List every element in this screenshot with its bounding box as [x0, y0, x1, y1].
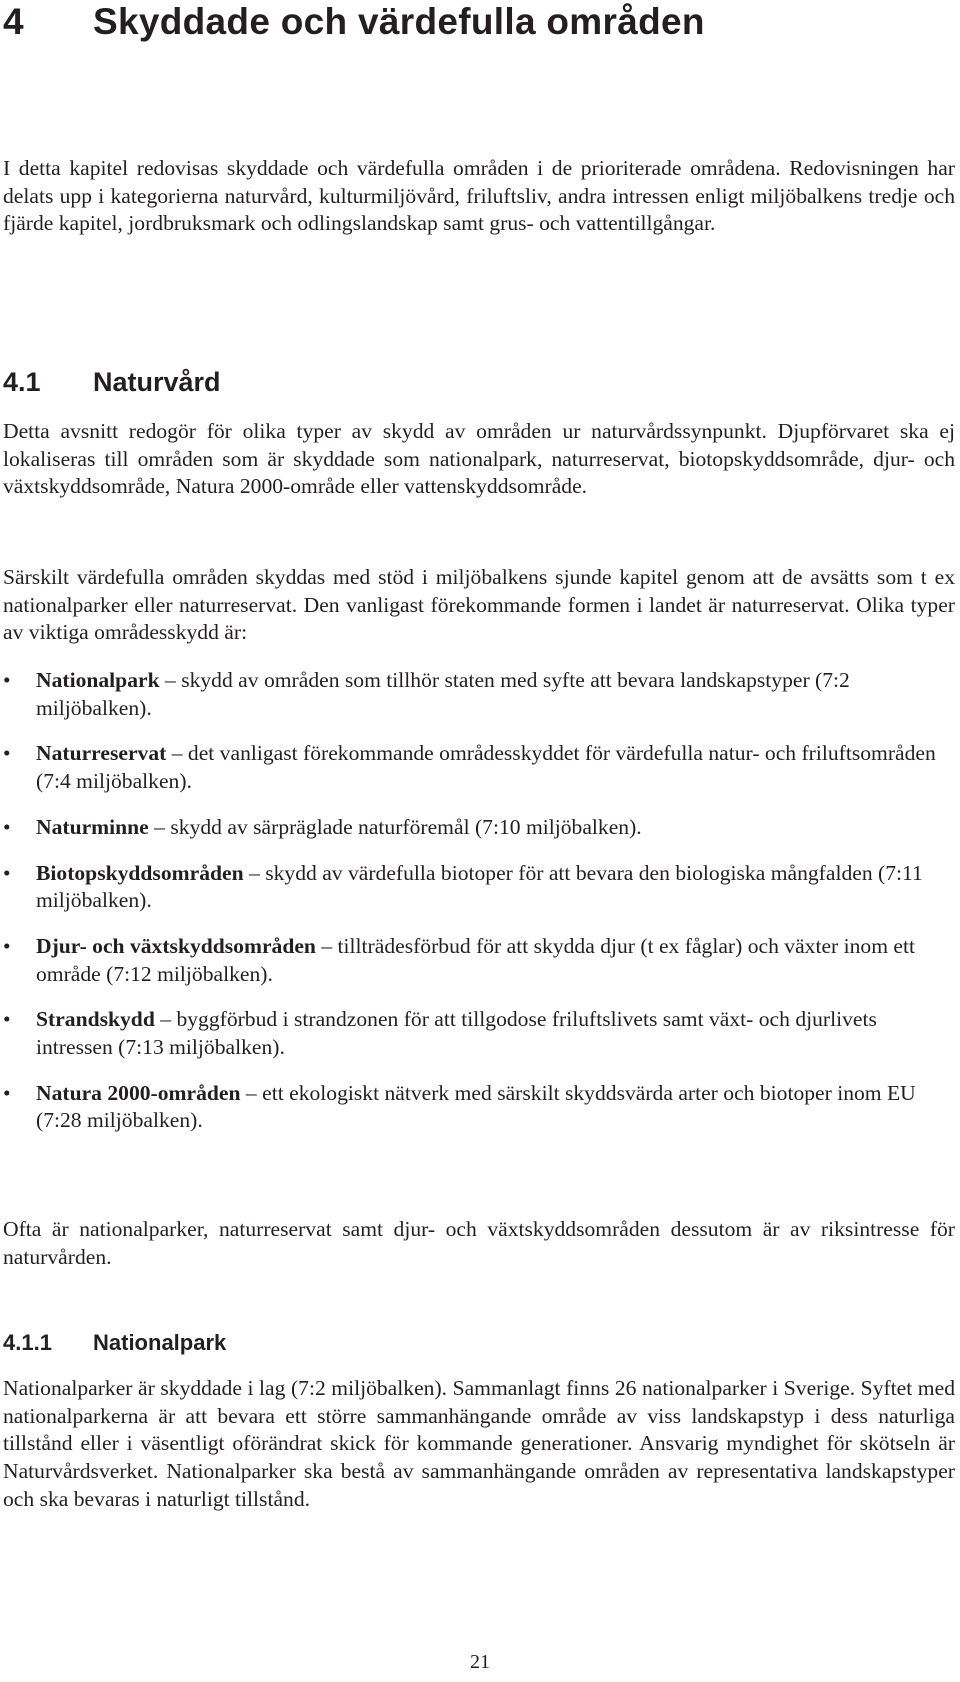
bullet-icon: •	[3, 814, 11, 839]
bullet-icon: •	[3, 1080, 11, 1105]
chapter-number: 4	[3, 1, 24, 42]
list-item	[3, 814, 955, 842]
bullet-icon: •	[3, 741, 11, 766]
list-item	[3, 740, 955, 795]
list-item	[3, 667, 955, 722]
bullet-icon: •	[3, 860, 11, 885]
bullet-icon: •	[3, 1007, 11, 1032]
list-item-term: Strandskydd	[36, 1007, 155, 1032]
list-item	[3, 1006, 955, 1061]
subsection-title: Nationalpark	[93, 1330, 227, 1355]
list-item-text: – tillträdesförbud för att skydda djur (t ex fåglar) och växter inom ett område (7:12 miljöbalken).	[36, 933, 915, 986]
list-item	[3, 860, 955, 915]
section-paragraph-2: Särskilt värdefulla områden skyddas med stöd i miljöbalkens sjunde kapitel genom att de avsätts som t ex nationalparker eller naturreservat. Den vanligast förekommande formen i landet är naturreservat. Olika typer av viktiga områdesskydd är:	[3, 565, 955, 645]
chapter-heading	[3, 2, 705, 42]
list-item-text: – skydd av särpräglade naturföremål (7:10 miljöbalken).	[148, 814, 642, 839]
intro-paragraph: I detta kapitel redovisas skyddade och värdefulla områden i de prioriterade områdena. Redovisningen har delats upp i kategorierna naturvård, kulturmiljövård, friluftsliv, andra intressen enligt miljöbalkens tredje och fjärde kapitel, jordbruksmark och odlingslandskap samt grus- och vattentillgångar.	[3, 156, 955, 236]
section-title: Naturvård	[93, 367, 221, 397]
subsection-heading	[3, 1329, 226, 1357]
subsection-number: 4.1.1	[3, 1330, 52, 1355]
chapter-title: Skyddade och värdefulla områden	[93, 1, 705, 42]
list-item	[3, 933, 955, 988]
list-item-term: Biotopskyddsområden	[36, 860, 244, 885]
section-number: 4.1	[3, 367, 41, 397]
list-item	[3, 1080, 955, 1135]
section-heading	[3, 366, 221, 398]
list-item-term: Nationalpark	[36, 668, 160, 692]
list-item-text: – det vanligast förekommande områdesskyddet för värdefulla natur- och friluftsområden (7:4 miljöbalken).	[36, 741, 936, 794]
list-item-text: – skydd av värdefulla biotoper för att bevara den biologiska mångfalden (7:11 miljöbalken).	[36, 860, 923, 913]
list-item-text: – skydd av områden som tillhör staten med syfte att bevara landskapstyper (7:2 miljöbalken).	[36, 668, 850, 720]
list-item-term: Naturminne	[36, 814, 149, 839]
list-item-term: Naturreservat	[36, 741, 167, 766]
bullet-icon: •	[3, 933, 11, 958]
bullet-icon: •	[3, 668, 11, 692]
section-paragraph-1: Detta avsnitt redogör för olika typer av skydd av områden ur naturvårdssynpunkt. Djupförvaret ska ej lokaliseras till områden som är skyddade som nationalpark, naturreservat, biotopskyddsområde, djur- och växtskyddsområde, Natura 2000-område eller vattenskyddsområde.	[3, 419, 955, 499]
list-item-term: Djur- och växtskyddsområden	[36, 933, 316, 958]
subsection-paragraph: Nationalparker är skyddade i lag (7:2 miljöbalken). Sammanlagt finns 26 nationalparker i Sverige. Syftet med nationalparkerna är att bevara ett större sammanhängande område av viss landskapstyp i dess naturliga tillstånd eller i väsentligt oförändrat skick för kommande generationer. Ansvarig myndighet för skötseln är Naturvårdsverket. Nationalparker ska bestå av sammanhängande områden av representativa landskapstyper och ska bevaras i naturligt tillstånd.	[3, 1376, 955, 1511]
list-item-text: – ett ekologiskt nätverk med särskilt skyddsvärda arter och biotoper inom EU (7:28 miljöbalken).	[36, 1080, 916, 1133]
list-item-term: Natura 2000-områden	[36, 1080, 241, 1105]
section-closing-paragraph: Ofta är nationalparker, naturreservat samt djur- och växtskyddsområden dessutom är av riksintresse för naturvården.	[3, 1217, 955, 1269]
page-number: 21	[470, 1651, 490, 1673]
list-item-text: – byggförbud i strandzonen för att tillgodose friluftslivets samt växt- och djurlivets intressen (7:13 miljöbalken).	[36, 1007, 877, 1060]
protection-types-list	[3, 667, 955, 1153]
